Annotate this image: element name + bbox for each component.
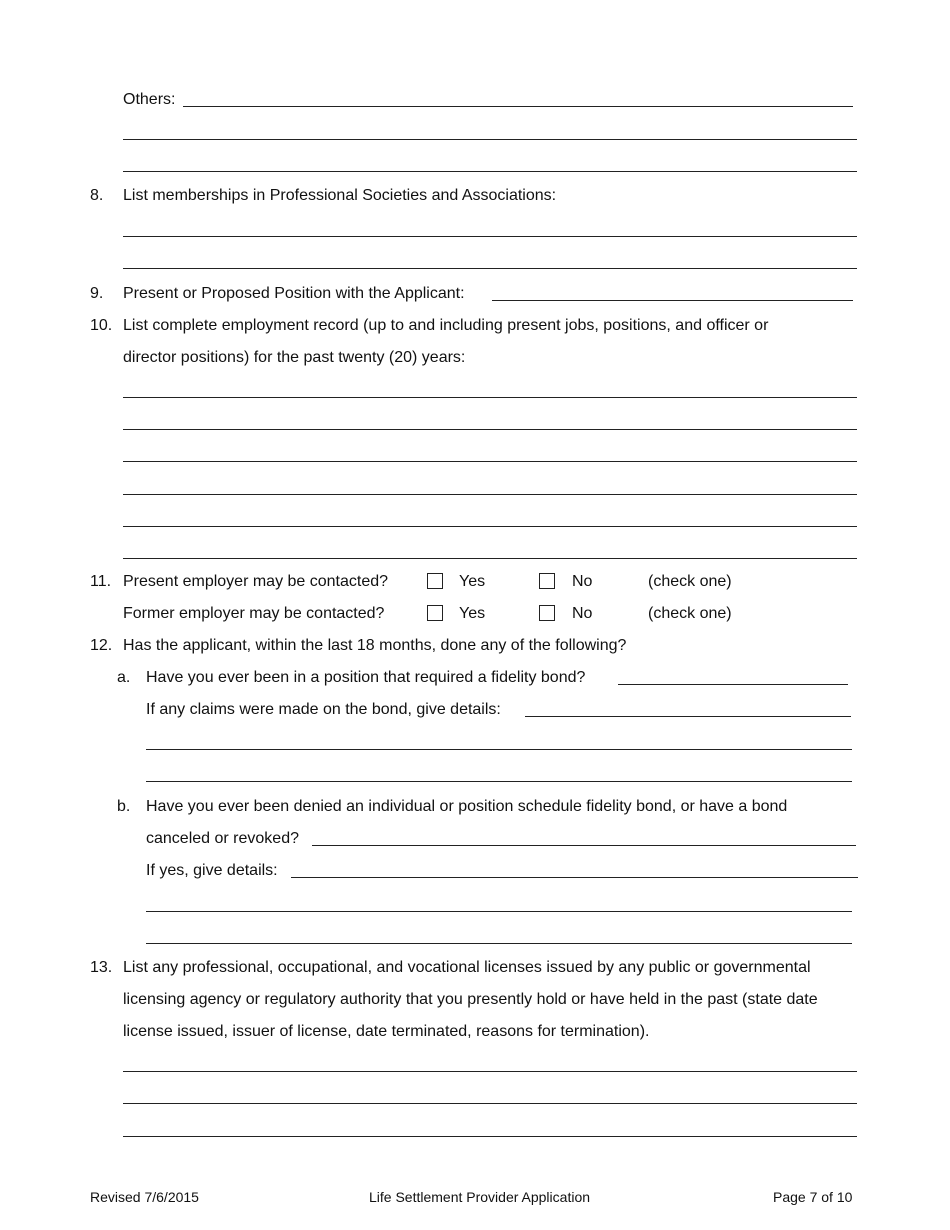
former-employer-label: Former employer may be contacted? xyxy=(123,605,385,622)
bond-claims-label: If any claims were made on the bond, give details: xyxy=(146,701,501,718)
subquestion-letter: a. xyxy=(117,669,131,686)
yes-label: Yes xyxy=(459,605,486,622)
others-input-line[interactable] xyxy=(123,171,857,172)
employment-input-line[interactable] xyxy=(123,429,857,430)
footer-document-title: Life Settlement Provider Application xyxy=(369,1189,591,1205)
present-employer-yes-checkbox[interactable] xyxy=(427,573,443,589)
former-employer-yes-checkbox[interactable] xyxy=(427,605,443,621)
position-input-line[interactable] xyxy=(492,300,853,301)
employment-input-line[interactable] xyxy=(123,397,857,398)
question-number: 12. xyxy=(90,637,113,654)
subquestion-letter: b. xyxy=(117,798,131,815)
present-employer-no-checkbox[interactable] xyxy=(539,573,555,589)
question-13-text-line3: license issued, issuer of license, date terminated, reasons for termination). xyxy=(123,1023,650,1040)
memberships-input-line[interactable] xyxy=(123,236,857,237)
bond-claims-input-line[interactable] xyxy=(525,716,851,717)
question-number: 13. xyxy=(90,959,113,976)
question-9-text: Present or Proposed Position with the Applicant: xyxy=(123,285,465,302)
question-10-text-line1: List complete employment record (up to and including present jobs, positions, and officer or xyxy=(123,317,769,334)
question-number: 9. xyxy=(90,285,104,302)
bond-details-input-line[interactable] xyxy=(291,877,858,878)
question-number: 10. xyxy=(90,317,113,334)
employment-input-line[interactable] xyxy=(123,558,857,559)
former-employer-no-checkbox[interactable] xyxy=(539,605,555,621)
check-one-label: (check one) xyxy=(648,605,732,622)
bond-denied-question-line2: canceled or revoked? xyxy=(146,830,299,847)
question-number: 11. xyxy=(90,573,112,590)
question-8-text: List memberships in Professional Societies and Associations: xyxy=(123,187,557,204)
question-number: 8. xyxy=(90,187,104,204)
no-label: No xyxy=(572,605,593,622)
footer-revised-date: Revised 7/6/2015 xyxy=(90,1189,199,1205)
memberships-input-line[interactable] xyxy=(123,268,857,269)
bond-details-label: If yes, give details: xyxy=(146,862,278,879)
others-input-line[interactable] xyxy=(183,106,853,107)
bond-denied-input-line[interactable] xyxy=(312,845,856,846)
licenses-input-line[interactable] xyxy=(123,1071,857,1072)
check-one-label: (check one) xyxy=(648,573,732,590)
question-12-text: Has the applicant, within the last 18 months, done any of the following? xyxy=(123,637,627,654)
employment-input-line[interactable] xyxy=(123,494,857,495)
yes-label: Yes xyxy=(459,573,486,590)
present-employer-label: Present employer may be contacted? xyxy=(123,573,389,590)
bond-details-input-line[interactable] xyxy=(146,911,852,912)
no-label: No xyxy=(572,573,593,590)
licenses-input-line[interactable] xyxy=(123,1103,857,1104)
licenses-input-line[interactable] xyxy=(123,1136,857,1137)
bond-details-input-line[interactable] xyxy=(146,943,852,944)
question-10-text-line2: director positions) for the past twenty (20) years: xyxy=(123,349,466,366)
others-input-line[interactable] xyxy=(123,139,857,140)
employment-input-line[interactable] xyxy=(123,461,857,462)
fidelity-bond-input-line[interactable] xyxy=(618,684,848,685)
fidelity-bond-question: Have you ever been in a position that required a fidelity bond? xyxy=(146,669,586,686)
bond-claims-input-line[interactable] xyxy=(146,781,852,782)
bond-denied-question-line1: Have you ever been denied an individual or position schedule fidelity bond, or have a bond xyxy=(146,798,788,815)
footer-page-number: Page 7 of 10 xyxy=(773,1189,853,1205)
others-label: Others: xyxy=(123,91,176,108)
bond-claims-input-line[interactable] xyxy=(146,749,852,750)
question-13-text-line1: List any professional, occupational, and vocational licenses issued by any public or governmental xyxy=(123,959,811,976)
question-13-text-line2: licensing agency or regulatory authority that you presently hold or have held in the past (state date xyxy=(123,991,818,1008)
employment-input-line[interactable] xyxy=(123,526,857,527)
